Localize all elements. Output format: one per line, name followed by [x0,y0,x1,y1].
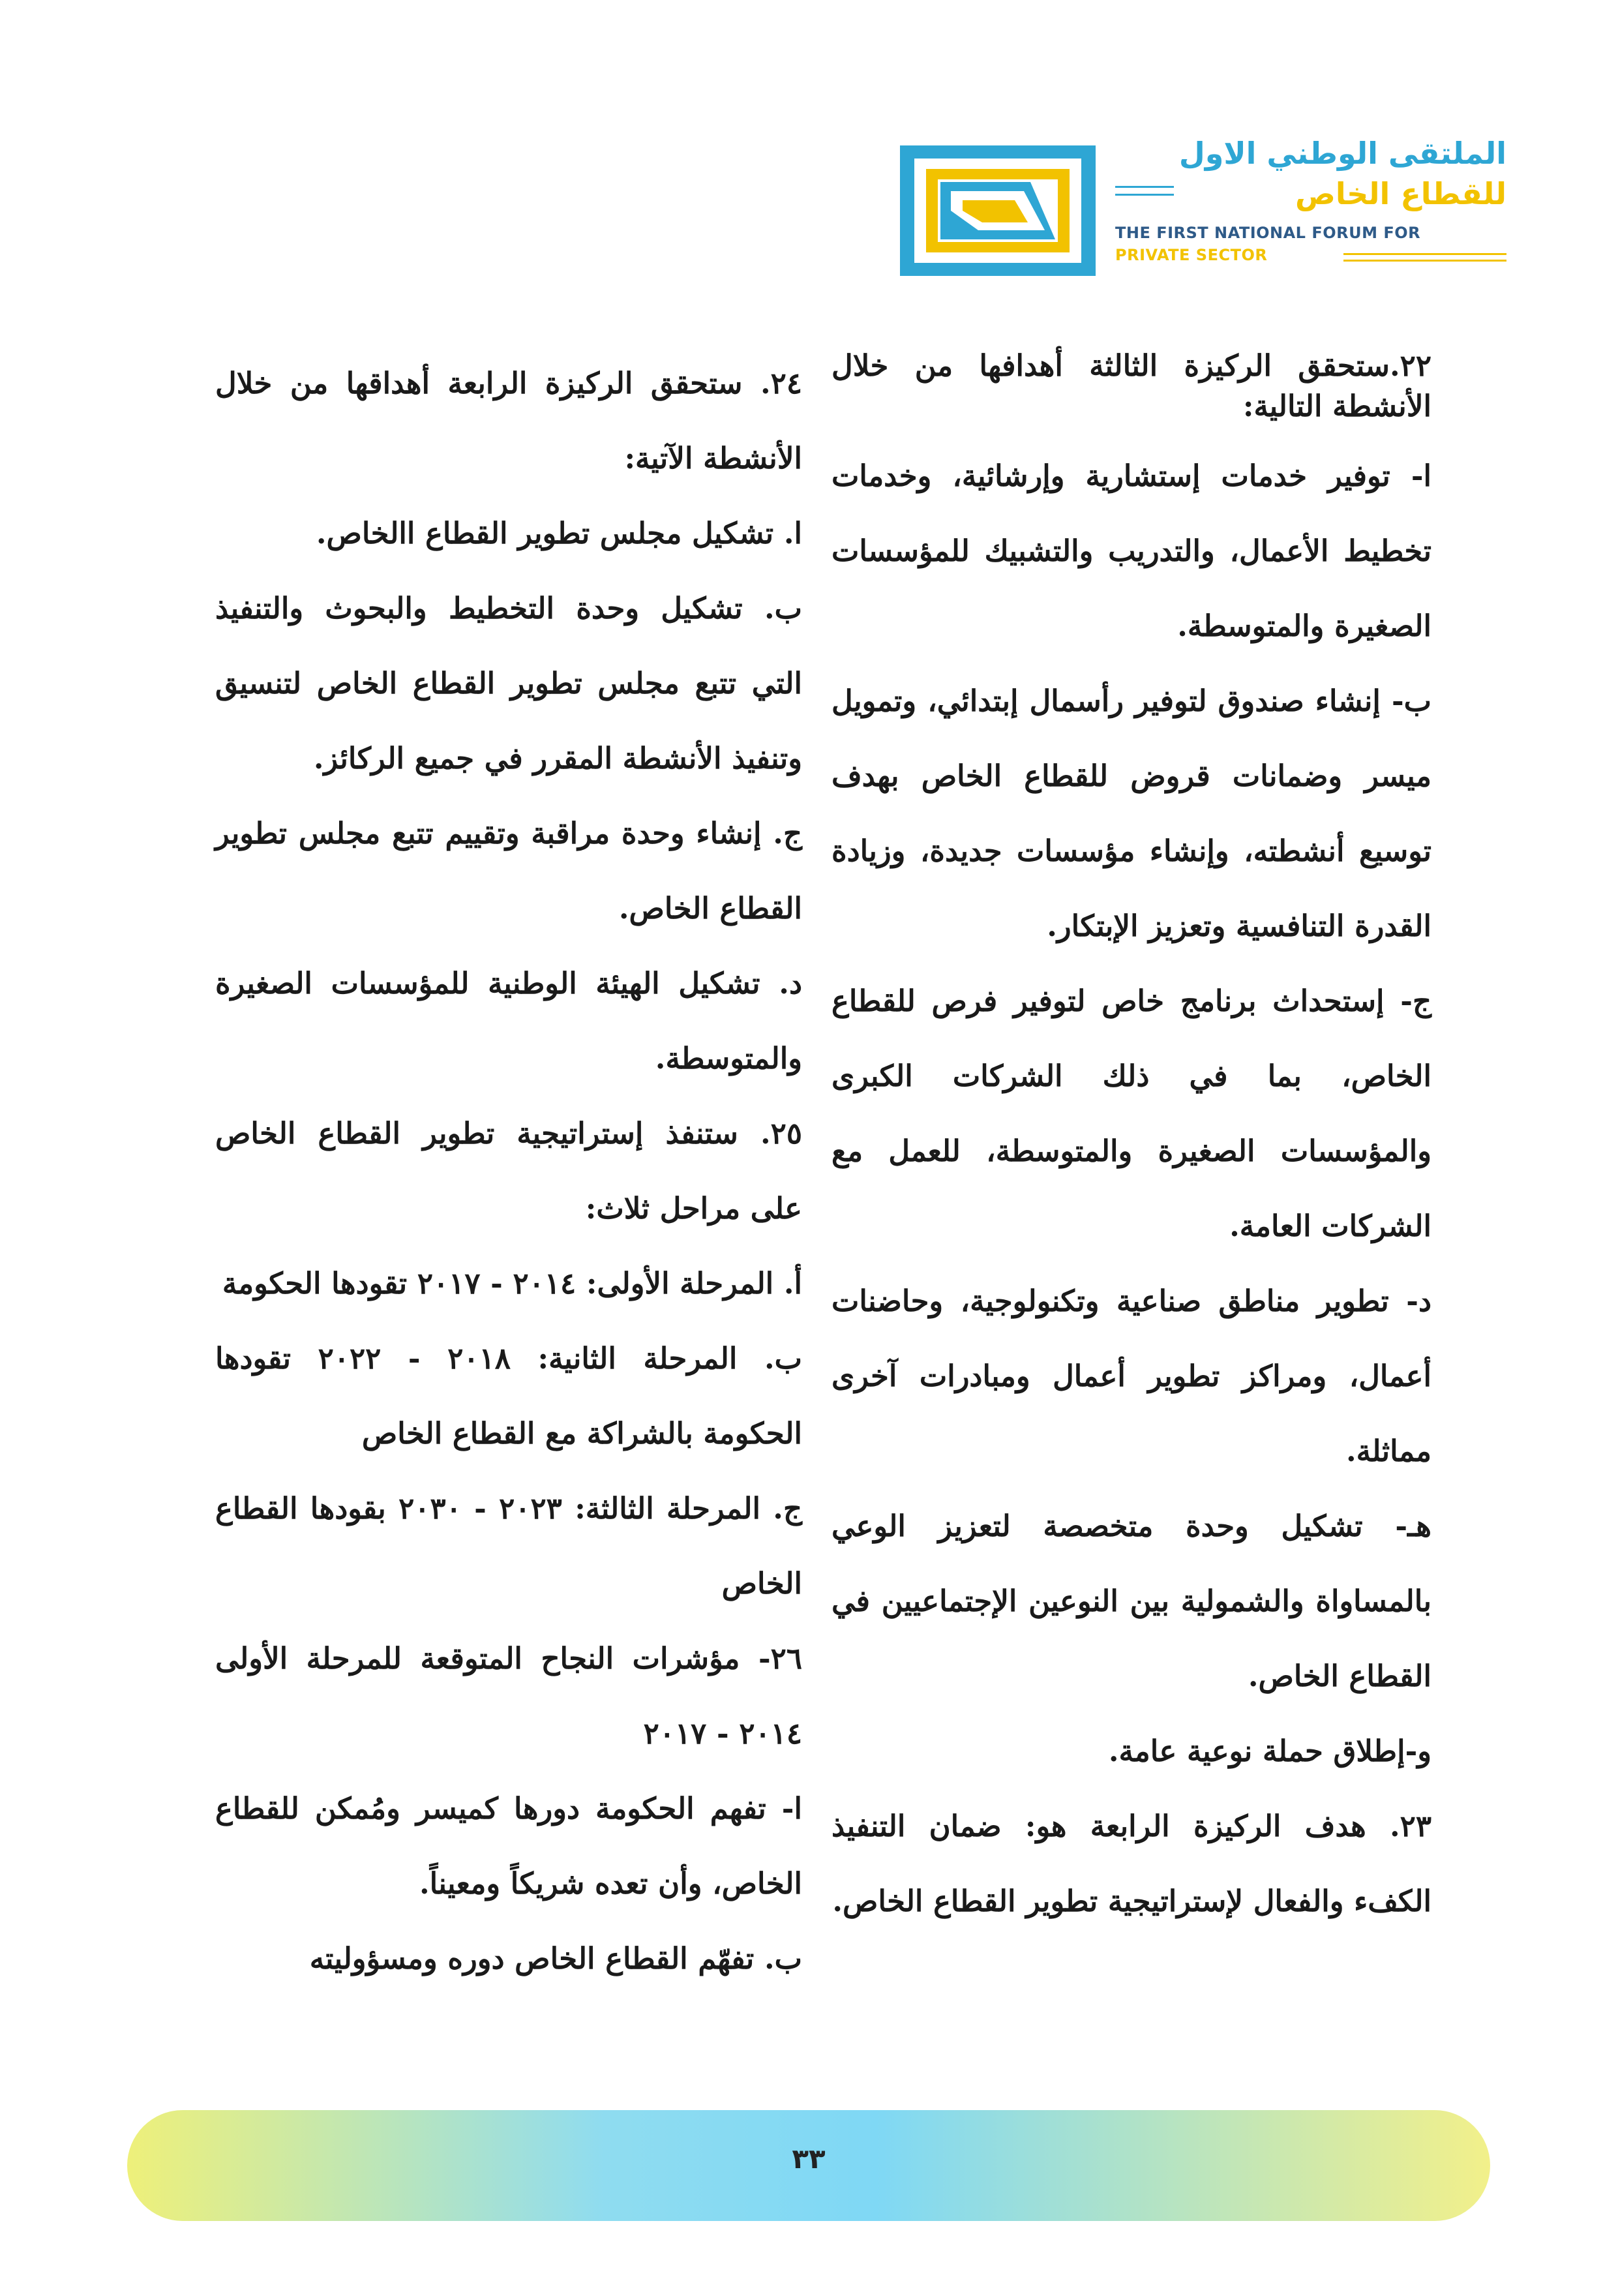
footer-bar [127,2110,1490,2221]
paragraph-item-26-a: ا- تفهم الحكومة دورها كميسر ومُمكن للقطاع الخاص، وأن تعده شريكاً ومعيناً. [215,1791,802,1901]
paragraph-item-25-c: ج. المرحلة الثالثة: ٢٠٢٣ - ٢٠٣٠ بقودها القطاع الخاص [215,1491,802,1601]
logo-arabic-title-line2: للقطاع الخاص [1295,176,1506,211]
paragraph-item-24-a: ا. تشكيل مجلس تطوير القطاع االخاص. [316,516,802,551]
paragraph-item-22-d: د- تطوير مناطق صناعية وتكنولوجية، وحاضنات أعمال، ومراكز تطوير أعمال ومبادرات آخرى مماثلة. [831,1284,1431,1468]
paragraph-item-24-d: د. تشكيل الهيئة الوطنية للمؤسسات الصغيرة والمتوسطة. [215,966,802,1076]
paragraph-item-24: ٢٤. ستحقق الركيزة الرابعة أهداقها من خلال الأنشطة الآتية: [215,366,802,476]
paragraph-item-23: ٢٣. هدف الركيزة الرابعة هو: ضمان التنفيذ الكفء والفعال لإستراتيجية تطوير القطاع الخاص. [831,1809,1431,1918]
paragraph-item-24-b: ب. تشكيل وحدة التخطيط والبحوث والتنفيذ التي تتبع مجلس تطوير القطاع الخاص لتنسيق وتنفيذ الأنشطة المقرر في جميع الركائز. [215,591,802,776]
paragraph-item-22-e: هـ- تشكيل وحدة متخصصة لتعزيز الوعي بالمساواة والشمولية بين النوعين الإجتماعيين في القطاع الخاص. [831,1509,1431,1693]
forum-logo-mark-icon [900,145,1096,276]
forum-logo [900,134,1506,284]
paragraph-item-25-a: أ. المرحلة الأولى: ٢٠١٤ - ٢٠١٧ تقودها الحكومة [222,1266,802,1301]
page-number: ٣٣ [792,2143,826,2175]
paragraph-item-22-b: ب- إنشاء صندوق لتوفير رأسمال إبتدائي، وتمويل ميسر وضمانات قروض للقطاع الخاص بهدف توسيع أنشطته، وإنشاء مؤسسات جديدة، وزيادة القدرة التنافسية وتعزيز الإبتكار. [831,684,1431,943]
paragraph-item-26: ٢٦- مؤشرات النجاح المتوقعة للمرحلة الأولى ٢٠١٤ - ٢٠١٧ [215,1641,802,1751]
paragraph-item-24-c: ج. إنشاء وحدة مراقبة وتقييم تتبع مجلس تطوير القطاع الخاص. [215,816,802,926]
paragraph-item-22-f: و-إطلاق حملة نوعية عامة. [1108,1734,1431,1768]
right-text-column [831,346,1431,1939]
paragraph-item-22-c: ج- إستحداث برنامج خاص لتوفير فرص للقطاع الخاص، بما في ذلك الشركات الكبرى والمؤسسات الصغيرة والمتوسطة، للعمل مع الشركات العامة. [831,984,1431,1243]
paragraph-item-25-b: ب. المرحلة الثانية: ٢٠١٨ - ٢٠٢٢ تقودها الحكومة بالشراكة مع القطاع الخاص [215,1341,802,1451]
logo-english-title-line2: PRIVATE SECTOR [1115,246,1268,264]
paragraph-item-22-a: ا- توفير خدمات إستشارية وإرشائية، وخدمات تخطيط الأعمال، والتدريب والتشبيك للمؤسسات الصغيرة والمتوسطة. [831,459,1431,643]
left-text-column [215,346,802,1996]
logo-english-title-line1: THE FIRST NATIONAL FORUM FOR [1115,224,1421,242]
paragraph-item-22: ٢٢.ستحقق الركيزة الثالثة أهدافها من خلال الأنشطة التالية: [831,348,1431,423]
paragraph-item-25: ٢٥. ستنفذ إستراتيجية تطوير القطاع الخاص على مراحل ثلاث: [215,1116,802,1226]
logo-arabic-title-line1: الملتقى الوطني الاول [1178,136,1506,171]
paragraph-item-26-b: ب. تفهّم القطاع الخاص دوره ومسؤوليته [309,1941,802,1976]
